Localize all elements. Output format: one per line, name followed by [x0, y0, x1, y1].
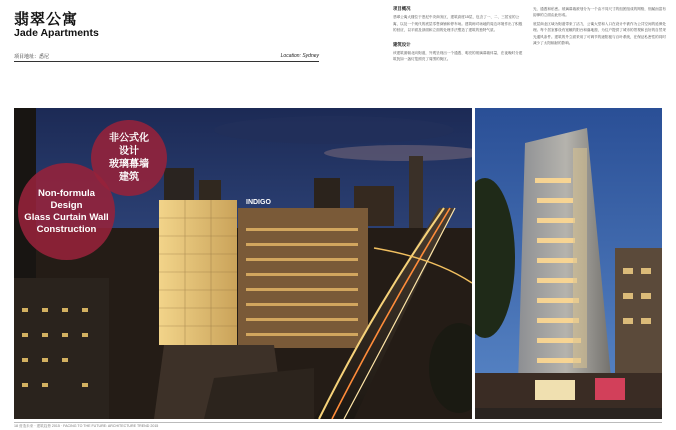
- hotel-sign-text: INDIGO: [246, 199, 271, 206]
- feature-line: 设计: [119, 146, 139, 157]
- page-title-english: Jade Apartments: [14, 27, 99, 39]
- feature-circle-english: [18, 163, 115, 260]
- project-location-cn: 项目地址：悉尼: [14, 54, 50, 60]
- feature-line: Design: [50, 199, 83, 211]
- feature-line: Construction: [36, 223, 97, 235]
- paragraph: 底层商业区域为街道带来了活力，公寓大堂和入口在设计中被作为公共空间的延伸处理。每个居室都设有宽敞的阳台和落地窗，为住户提供了城市的景观和良好的自然采光通风条件。建筑的外立面采用了可调节的遮阳板与百叶系统，在保证私密性的同时减少了太阳辐射的影响。: [533, 21, 666, 46]
- page-footer: 18 营造未来 · 建筑趋势 2015 · FACING TO THE FUTURE: ARCHITECTURE TREND 2015: [14, 422, 662, 429]
- feature-line: 建筑: [119, 172, 139, 183]
- paragraph: 该建筑面朝北向街道，外观呈现出一个通透、明亮的玻璃幕墙体量，在夜晚时分建筑犹如一盏灯笼照亮了周围的街区。: [393, 51, 523, 62]
- project-location-en: Location: Sydney: [280, 53, 319, 59]
- paragraph: 翡翠公寓大楼位于悉尼中央商务区，建筑高度15层，包含了一、二、三居室的公寓，以及一个现代的底层零售商铺和停车场。建筑师对场地的周边环境作出了积极的回应，以平面及剖面和立面的处理手法塑造了建筑的独特气质。: [393, 15, 523, 33]
- text-column-1: [393, 6, 523, 65]
- main-night-photo: [14, 108, 472, 419]
- feature-line: Non-formula: [37, 187, 96, 199]
- project-meta-bar: [14, 53, 319, 62]
- section-heading-overview: 项目概况: [393, 6, 411, 11]
- paragraph: 光、通透和私密。玻璃幕墙被划分为一个由不同尺寸的组团组成的网格，细腻而富有韵律的立面由此形成。: [533, 7, 666, 18]
- section-heading-design: 建筑设计: [393, 41, 411, 47]
- page-title-chinese: 翡翠公寓: [14, 10, 79, 28]
- text-column-2: [533, 6, 669, 48]
- feature-line: 玻璃幕墙: [109, 159, 149, 170]
- feature-line: Glass Curtain Wall: [24, 211, 109, 223]
- tower-dusk-photo: [475, 108, 662, 419]
- feature-line: 非公式化: [109, 133, 149, 144]
